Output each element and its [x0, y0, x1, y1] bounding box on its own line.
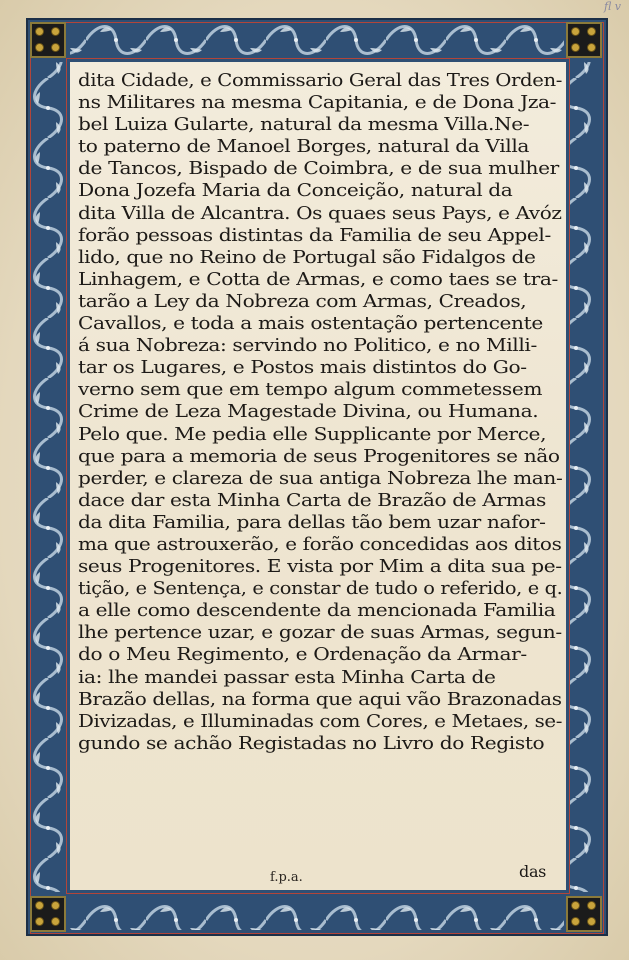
text-line: á sua Nobreza: servindo no Politico, e no Milli- — [78, 335, 537, 357]
text-line: Dona Jozefa Maria da Conceição, natural da — [78, 180, 513, 202]
text-line: lhe pertence uzar, e gozar de suas Armas, segun- — [78, 622, 562, 644]
corner-ornament-icon — [566, 22, 602, 58]
text-line: do o Meu Regimento, e Ordenação da Armar- — [78, 644, 527, 666]
text-line: que para a memoria de seus Progenitores se não — [78, 445, 560, 467]
text-line: Crime de Leza Magestade Divina, ou Humana. — [78, 401, 539, 423]
corner-ornament-icon — [30, 22, 66, 58]
text-line: tição, e Sentença, e constar de tudo o referido, e q. — [78, 578, 563, 600]
text-line: ma que astrouxerão, e forão concedidas aos ditos — [78, 533, 562, 555]
text-line: bel Luiza Gularte, natural da mesma Villa.Ne- — [78, 114, 530, 136]
text-line: de Tancos, Bispado de Coimbra, e de sua mulher — [78, 158, 559, 180]
manuscript-text — [78, 70, 566, 755]
text-line: Linhagem, e Cotta de Armas, e como taes se tra- — [78, 268, 558, 290]
corner-ornament-icon — [30, 896, 66, 932]
text-line: Pelo que. Me pedia elle Supplicante por Merce, — [78, 423, 547, 445]
text-line: Cavallos, e toda a mais ostentação pertencente — [78, 313, 543, 335]
text-line: ia: lhe mandei passar esta Minha Carta de — [78, 666, 496, 688]
text-line: seus Progenitores. E vista por Mim a dita sua pe- — [78, 556, 562, 578]
text-line: da dita Familia, para dellas tão bem uzar nafor- — [78, 511, 546, 533]
signature-mark: f.p.a. — [270, 870, 303, 885]
corner-ornament-icon — [566, 896, 602, 932]
text-line: to paterno de Manoel Borges, natural da Villa — [78, 136, 530, 158]
text-line: dita Cidade, e Commissario Geral das Tres Orden- — [78, 70, 563, 91]
text-line: verno sem que em tempo algum commetessem — [78, 379, 543, 401]
text-line: Brazão dellas, na forma que aqui vão Brazonadas — [78, 688, 562, 710]
folio-mark: fl v — [603, 0, 621, 13]
catchword: das — [519, 862, 547, 881]
text-line: lido, que no Reino de Portugal são Fidalgos de — [78, 246, 536, 268]
text-line: Divizadas, e Illuminadas com Cores, e Metaes, se- — [78, 710, 563, 732]
text-line: forão pessoas distintas da Familia de seu Appel- — [78, 224, 551, 246]
text-line: a elle como descendente da mencionada Familia — [78, 600, 556, 622]
text-line: tarão a Ley da Nobreza com Armas, Creados, — [78, 290, 527, 312]
text-line: tar os Lugares, e Postos mais distintos do Go- — [78, 357, 527, 379]
text-line: ns Militares na mesma Capitania, e de Dona Jza- — [78, 92, 557, 114]
text-line: dace dar esta Minha Carta de Brazão de Armas — [78, 489, 547, 511]
text-line: perder, e clareza de sua antiga Nobreza lhe man- — [78, 467, 563, 489]
text-line: gundo se achão Registadas no Livro do Registo — [78, 732, 545, 754]
text-line: dita Villa de Alcantra. Os quaes seus Pays, e Avóz — [78, 202, 562, 224]
